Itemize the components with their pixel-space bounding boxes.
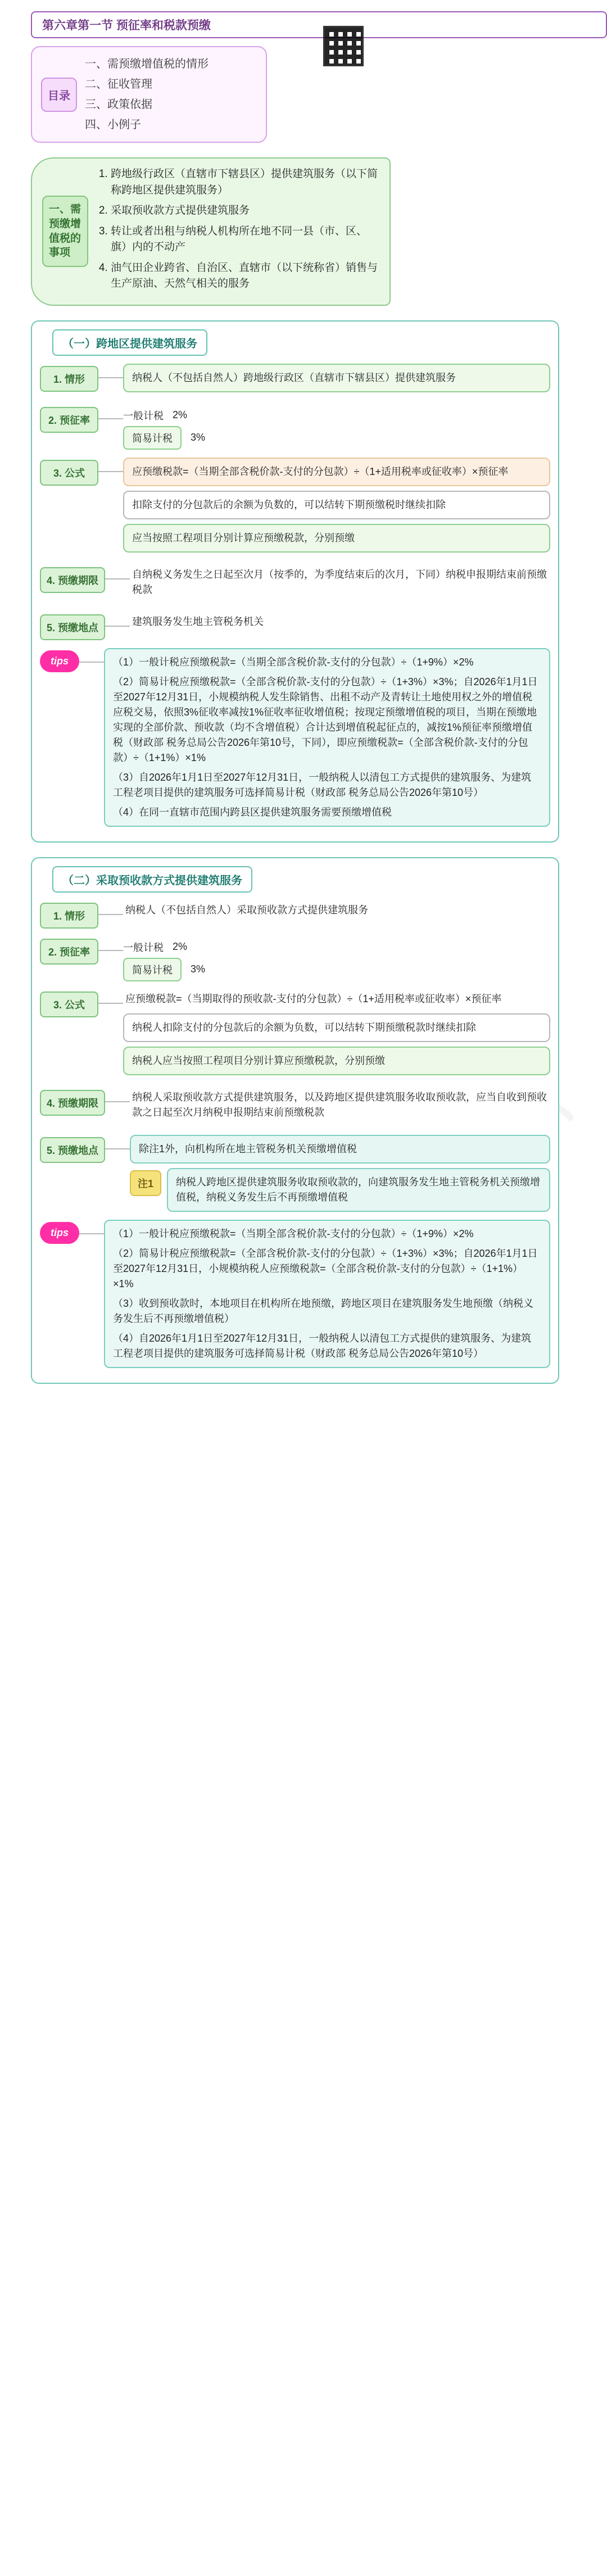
leaf-text: 除注1外，向机构所在地主管税务机关预缴增值税	[130, 1135, 550, 1163]
toc-item[interactable]: 二、征收管理	[85, 78, 152, 90]
toc-item[interactable]: 一、需预缴增值税的情形	[85, 58, 209, 70]
connector	[98, 950, 123, 951]
connector	[98, 914, 123, 915]
connector	[98, 377, 123, 378]
leaf-text: 纳税人（不包括自然人）跨地级行政区（直辖市下辖县区）提供建筑服务	[123, 364, 550, 392]
rate-name: 一般计税	[123, 941, 164, 953]
chapter-items	[40, 900, 550, 1373]
tip-text: （2）简易计税应预缴税款=（全部含税价款-支付的分包款）÷（1+3%）×3%；自2026年1月1日至2027年12月31日，小规模纳税人应预缴税款=（全部含税价款-支付的分包款）÷（1+1%）×1%	[113, 1247, 538, 1289]
item-tips	[40, 1220, 550, 1373]
rate-row	[123, 405, 550, 426]
item-situation	[40, 364, 550, 397]
leaf-text: 纳税人采取预收款方式提供建筑服务，以及跨地区提供建筑服务收取预收款，应当自收到预收款之日起至次月纳税申报期结束前预缴税款	[132, 1091, 547, 1118]
toc-block	[31, 46, 267, 143]
rate-value: 2%	[173, 409, 188, 420]
tip-text: （3）收到预收款时，本地项目在机构所在地预缴，跨地区项目在建筑服务发生地预缴（纳税义务发生后不再预缴增值税）	[113, 1297, 534, 1324]
connector	[105, 578, 130, 580]
list-item: 4. 油气田企业跨省、自治区、直辖市（以下统称省）销售与生产原油、天然气相关的服务	[111, 260, 379, 292]
rate-value: 2%	[173, 941, 188, 952]
connector	[105, 1101, 130, 1102]
leaf-note: 应当按照工程项目分别计算应预缴税款，分别预缴	[123, 524, 550, 553]
toc-item[interactable]: 四、小例子	[85, 119, 141, 131]
toc-item[interactable]: 三、政策依据	[85, 98, 152, 111]
tip-text: （4）在同一直辖市范围内跨县区提供建筑服务需要预缴增值税	[113, 806, 392, 818]
tip-text: （3）自2026年1月1日至2027年12月31日，一般纳税人以清包工方式提供的建筑服务、为建筑工程老项目提供的建筑服务可选择简易计税（财政部 税务总局公告2026年第10号）	[113, 771, 532, 798]
section-required-prepayment	[31, 157, 391, 306]
item-prepay-rate	[40, 405, 550, 450]
chapter-items	[40, 364, 550, 831]
leaf-formula: 应预缴税款=（当期取得的预收款-支付的分包款）÷（1+适用税率或征收率）×预征率	[125, 993, 502, 1004]
rate-row	[123, 958, 550, 981]
chapter-advance-payment-construction	[31, 857, 559, 1384]
item-formula	[40, 989, 550, 1080]
item-formula	[40, 458, 550, 557]
rate-value: 3%	[191, 432, 206, 443]
tip-text: （1）一般计税应预缴税款=（当期全部含税价款-支付的分包款）÷（1+9%）×2%	[113, 1228, 474, 1239]
item-location	[40, 612, 550, 640]
chapter-cross-region-construction	[31, 320, 559, 843]
toc-label: 目录	[41, 78, 77, 112]
list-item: 1. 跨地级行政区（直辖市下辖县区）提供建筑服务（以下简称跨地区提供建筑服务）	[111, 166, 379, 198]
item-label: 4. 预缴期限	[40, 567, 105, 593]
tip-text: （1）一般计税应预缴税款=（当期全部含税价款-支付的分包款）÷（1+9%）×2%	[113, 656, 474, 668]
rate-row	[123, 426, 550, 450]
item-label: 1. 情形	[40, 366, 98, 392]
tips-badge: tips	[40, 1222, 79, 1244]
rate-name: 简易计税	[123, 958, 182, 981]
rate-row	[123, 936, 550, 958]
item-label: 3. 公式	[40, 460, 98, 486]
connector	[105, 626, 130, 627]
note-text: 纳税人跨地区提供建筑服务收取预收款的，向建筑服务发生地主管税务机关预缴增值税，纳税义务发生后不再预缴增值税	[167, 1168, 550, 1212]
tip-text: （2）简易计税应预缴税款=（全部含税价款-支付的分包款）÷（1+3%）×3%；自2026年1月1日至2027年12月31日，小规模纳税人发生除销售、出租不动产及青转让土地使用权之外的增值税应税交易，依照3%征收率减按1%征收率征收增值税；按现定预缴增值税的项目，当期在预缴地实现的全部价款、预收款（均不含增值税）合计达到增值税起征点的，减按1%预征率预缴增值税（财政部 税务总局公告2026年第10号，下同），即应预缴税款=（全部含税价款-支付的分包款）÷（1+1%）×1%	[113, 676, 538, 763]
item-label: 2. 预征率	[40, 939, 98, 965]
item-deadline	[40, 565, 550, 604]
chapter-title: （一）跨地区提供建筑服务	[52, 329, 207, 356]
rate-name: 一般计税	[123, 410, 164, 422]
header-area	[31, 11, 607, 143]
item-location	[40, 1135, 550, 1212]
item-label: 4. 预缴期限	[40, 1090, 105, 1116]
rate-value: 3%	[191, 963, 206, 975]
note-row	[130, 1168, 550, 1212]
connector	[79, 1233, 104, 1234]
leaf-text: 建筑服务发生地主管税务机关	[132, 615, 264, 627]
note-badge: 注1	[130, 1170, 161, 1196]
connector	[98, 1003, 123, 1004]
rate-name: 简易计税	[123, 426, 182, 450]
item-label: 1. 情形	[40, 903, 98, 929]
item-tips	[40, 648, 550, 831]
qr-code-icon	[323, 26, 364, 66]
leaf-text: 纳税人（不包括自然人）采取预收款方式提供建筑服务	[125, 904, 368, 916]
leaf-formula: 应预缴税款=（当期全部含税价款-支付的分包款）÷（1+适用税率或征收率）×预征率	[123, 458, 550, 486]
item-label: 2. 预征率	[40, 407, 98, 433]
tips-box	[104, 1220, 550, 1368]
connector	[105, 1148, 130, 1149]
list-item: 2. 采取预收款方式提供建筑服务	[111, 203, 379, 219]
leaf-note: 扣除支付的分包款后的余额为负数的，可以结转下期预缴税时继续扣除	[123, 491, 550, 519]
tips-box	[104, 648, 550, 827]
item-label: 5. 预缴地点	[40, 614, 105, 640]
connector	[98, 418, 123, 419]
chapter-title: （二）采取预收款方式提供建筑服务	[52, 866, 252, 893]
leaf-note: 纳税人扣除支付的分包款后的余额为负数，可以结转下期预缴税款时继续扣除	[123, 1013, 550, 1042]
item-label: 3. 公式	[40, 992, 98, 1017]
connector	[79, 662, 104, 663]
section-label: 一、需预缴增值税的事项	[42, 196, 88, 267]
item-deadline	[40, 1088, 550, 1127]
list-item: 3. 转让或者出租与纳税人机构所在地不同一县（市、区、旗）内的不动产	[111, 224, 379, 256]
tips-badge: tips	[40, 650, 79, 672]
toc-list	[85, 54, 209, 135]
item-situation	[40, 900, 550, 929]
item-label: 5. 预缴地点	[40, 1137, 105, 1163]
leaf-text: 自纳税义务发生之日起至次月（按季的，为季度结束后的次月，下同）纳税申报期结束前预缴税款	[132, 568, 547, 595]
item-prepay-rate	[40, 936, 550, 981]
connector	[98, 471, 123, 472]
section-items	[96, 166, 379, 297]
leaf-note: 纳税人应当按照工程项目分别计算应预缴税款，分别预缴	[123, 1047, 550, 1075]
page-title: 第六章第一节 预征率和税款预缴	[31, 11, 607, 38]
tip-text: （4）自2026年1月1日至2027年12月31日，一般纳税人以清包工方式提供的建筑服务、为建筑工程老项目提供的建筑服务可选择简易计税（财政部 税务总局公告2026年第10号）	[113, 1332, 532, 1359]
